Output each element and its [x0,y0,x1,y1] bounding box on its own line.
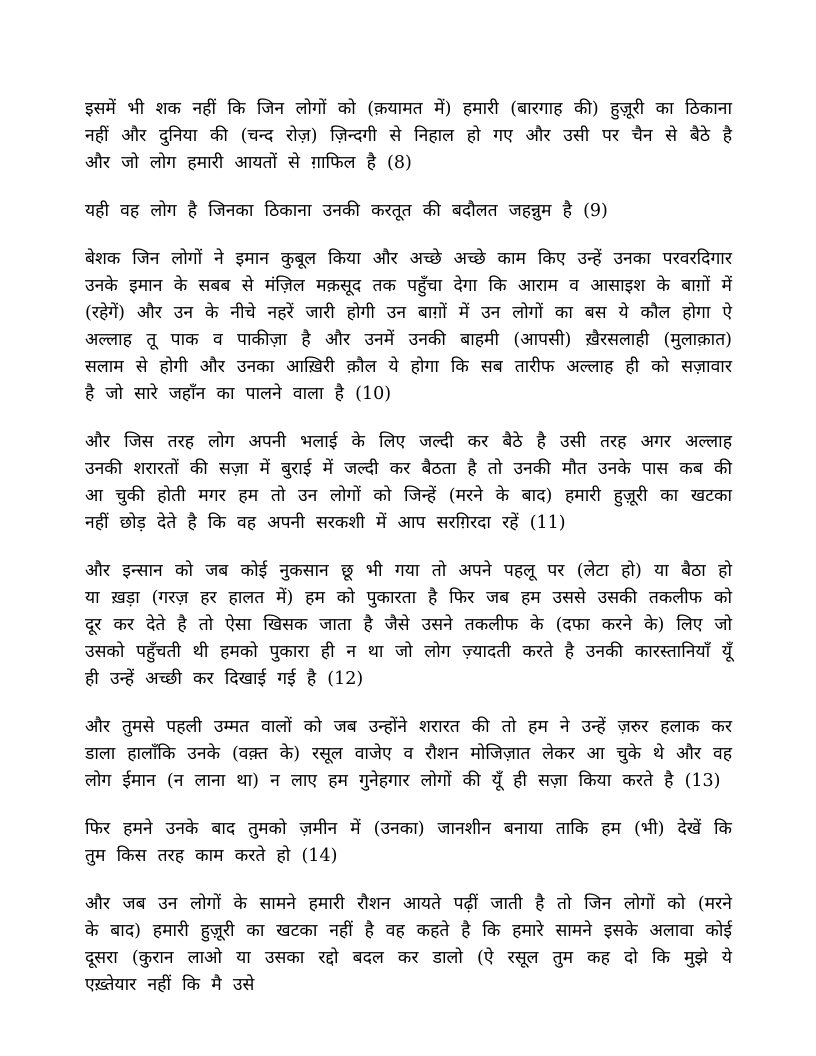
verse-paragraph-15-partial: और जब उन लोगों के सामने हमारी रौशन आयते पढ़ीं जाती है तो जिन लोगों को (मरने के बाद) हमारी हुज़ूरी का खटका नहीं है वह कहते है कि हमारे सामने इसके अलावा कोई दूसरा (कुरान लाओ या उसका रद्दो बदल कर डालो (ऐ रसूल तुम कह दो कि मुझे ये एख़्तेयार नहीं कि मै उसे [85,894,732,995]
verse-paragraph-12: और इन्सान को जब कोई नुकसान छू भी गया तो अपने पहलू पर (लेटा हो) या बैठा हो या ख़ड़ा (गरज़ हर हालत में) हम को पुकारता है फिर जब हम उससे उसकी तकलीफ को दूर कर देते है तो ऐसा खिसक जाता है जैसे उसने तकलीफ के (दफा करने के) लिए जो उसको पहुँचती थी हमको पुकारा ही न था जो लोग ज़्यादती करते है उनकी कारस्तानियाँ यूँ ही उन्हें अच्छी कर दिखाई गई है (12) [85,561,732,689]
verse-paragraph-11: और जिस तरह लोग अपनी भलाई के लिए जल्दी कर बैठे है उसी तरह अगर अल्लाह उनकी शरारतों की सज़ा में बुराई में जल्दी कर बैठता है तो उनकी मौत उनके पास कब की आ चुकी होती मगर हम तो उन लोगों को जिन्हें (मरने के बाद) हमारी हुज़ूरी का खटका नहीं छोड़ देते है कि वह अपनी सरकशी में आप सरग़िरदा रहें (11) [85,432,732,533]
verse-paragraph-10: बेशक जिन लोगों ने इमान कुबूल किया और अच्छे अच्छे काम किए उन्हें उनका परवरदिगार उनके इमान के सबब से मंज़िल मक़सूद तक पहुँचा देगा कि आराम व आसाइश के बाग़ों में (रहेगें) और उन के नीचे नहरें जारी होगी उन बाग़ों में उन लोगों का बस ये कौल होगा ऐ अल्लाह तू पाक व पाकीज़ा है और उनमें उनकी बाहमी (आपसी) ख़ैरसलाही (मुलाक़ात) सलाम से होगी और उनका आख़िरी क़ौल ये होगा कि सब तारीफ अल्लाह ही को सज़ावार है जो सारे जहाँन का पालने वाला है (10) [85,249,732,404]
verse-paragraph-9: यही वह लोग है जिनका ठिकाना उनकी करतूत की बदौलत जहन्नुम है (9) [85,201,608,221]
verse-paragraph-13: और तुमसे पहली उम्मत वालों को जब उन्होंने शरारत की तो हम ने उन्हें ज़रुर हलाक कर डाला हालाँकि उनके (वक़्त के) रसूल वाजेए व रौशन मोजिज़ात लेकर आ चुके थे और वह लोग ईमान (न लाना था) न लाए हम गुनेहगार लोगों की यूँ ही सज़ा किया करते है (13) [85,717,732,791]
verse-paragraph-8: इसमें भी शक नहीं कि जिन लोगों को (क़यामत में) हमारी (बारगाह की) हुज़ूरी का ठिकाना नहीं और दुनिया की (चन्द रोज़) ज़िन्दगी से निहाल हो गए और उसी पर चैन से बैठे है और जो लोग हमारी आयतों से ग़ाफिल है (8) [85,99,732,173]
verse-paragraph-14: फिर हमने उनके बाद तुमको ज़मीन में (उनका) जानशीन बनाया ताकि हम (भी) देखें कि तुम किस तरह काम करते हो (14) [85,819,732,866]
